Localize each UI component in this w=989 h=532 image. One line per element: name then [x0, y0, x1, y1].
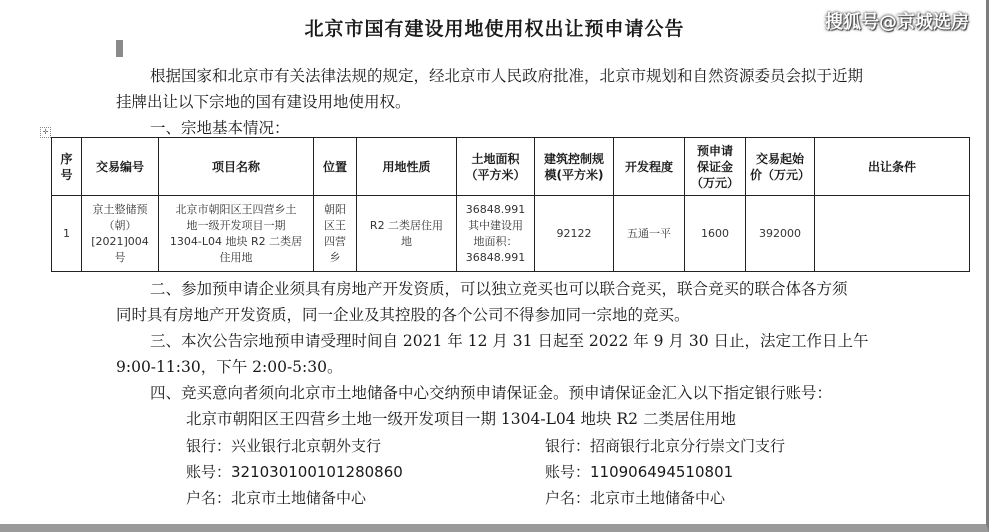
page-title: 北京市国有建设用地使用权出让预申请公告: [304, 18, 685, 40]
header-deposit: 预申请 保证金 （万元）: [685, 138, 746, 196]
section-1-heading: 一、宗地基本情况：: [150, 119, 290, 137]
header-trade-no: 交易编号: [82, 138, 159, 196]
cell-dev-level: 五通一平: [614, 196, 685, 272]
cell-area: 36848.991 其中建设用 地面积： 36848.991: [457, 196, 535, 272]
header-land-use: 用地性质: [357, 138, 457, 196]
intro-line-1: 根据国家和北京市有关法律法规的规定，经北京市人民政府批准，北京市规划和自然资源委员会拟于近期: [150, 67, 864, 85]
text-cursor-mark: [116, 40, 123, 57]
land-info-table: [51, 137, 970, 272]
cell-deposit: 1600: [685, 196, 746, 272]
bank-1-account: 账号：321030100101280860: [186, 463, 403, 481]
cell-project: 北京市朝阳区王四营乡土 地一级开发项目一期 1304-L04 地块 R2 二类居 住用地: [159, 196, 314, 272]
cell-land-use: R2 二类居住用 地: [357, 196, 457, 272]
section-2-line-2: 同时具有房地产开发资质，同一企业及其控股的各个公司不得参加同一宗地的竞买。: [116, 306, 690, 324]
section-3-line-1: 三、本次公告宗地预申请受理时间自 2021 年 12 月 31 日起至 2022 年 9 月 30 日止，法定工作日上午: [150, 332, 869, 350]
watermark: 搜狐号@京城选房: [825, 12, 969, 33]
bank-1-holder: 户名：北京市土地储备中心: [186, 489, 367, 507]
table-header-row: [52, 138, 970, 196]
section-4-line-2: 北京市朝阳区王四营乡土地一级开发项目一期 1304-L04 地块 R2 二类居住用地: [186, 410, 736, 428]
intro-line-2: 挂牌出让以下宗地的国有建设用地使用权。: [116, 93, 411, 111]
cell-trade-no: 京土整储预 （朝） [2021]004 号: [82, 196, 159, 272]
bank-2-holder: 户名：北京市土地储备中心: [545, 489, 726, 507]
cell-conditions: [815, 196, 970, 272]
bank-1-name: 银行：兴业银行北京朝外支行: [186, 437, 382, 455]
cell-location: 朝阳 区王 四营 乡: [314, 196, 357, 272]
bank-2-name: 银行：招商银行北京分行崇文门支行: [545, 437, 786, 455]
header-build-area: 建筑控制规 模(平方米): [535, 138, 614, 196]
section-3-line-2: 9:00-11:30，下午 2:00-5:30。: [116, 358, 343, 376]
header-seq: 序 号: [52, 138, 82, 196]
header-project: 项目名称: [159, 138, 314, 196]
table-move-handle-icon[interactable]: ✛: [40, 127, 51, 138]
header-conditions: 出让条件: [815, 138, 970, 196]
header-dev-level: 开发程度: [614, 138, 685, 196]
cell-build-area: 92122: [535, 196, 614, 272]
header-area: 土地面积 （平方米）: [457, 138, 535, 196]
cell-start-price: 392000: [746, 196, 815, 272]
header-start-price: 交易起始 价（万元）: [746, 138, 815, 196]
section-2-line-1: 二、参加预申请企业须具有房地产开发资质，可以独立竞买也可以联合竞买，联合竞买的联合体各方须: [150, 280, 848, 298]
section-4-line-1: 四、竞买意向者须向北京市土地储备中心交纳预申请保证金。预申请保证金汇入以下指定银行账号：: [150, 384, 833, 402]
bank-2-account: 账号：110906494510801: [545, 463, 734, 481]
cell-seq: 1: [52, 196, 82, 272]
table-row: [52, 196, 970, 272]
header-location: 位置: [314, 138, 357, 196]
